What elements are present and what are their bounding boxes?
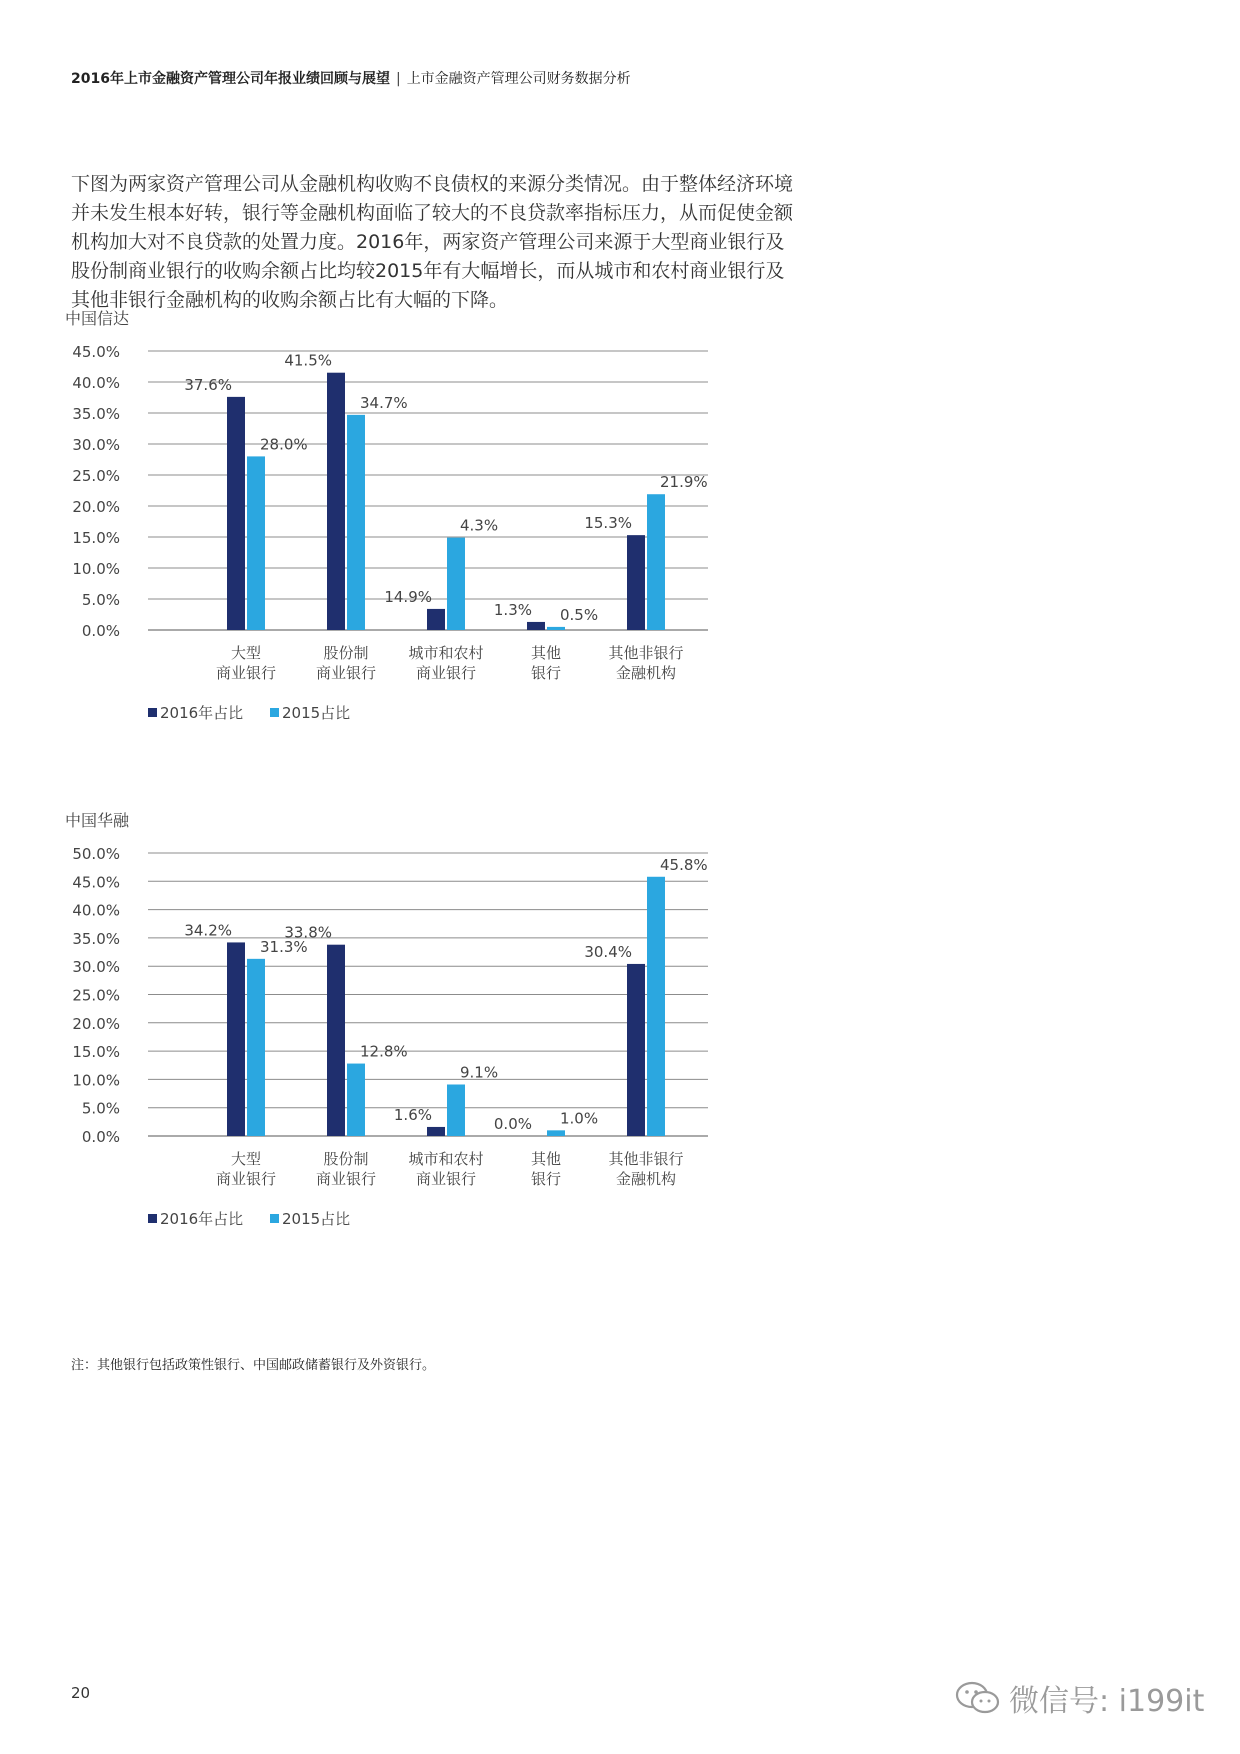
x-tick-label: 其他非银行 — [608, 644, 684, 662]
y-tick-label: 35.0% — [72, 929, 120, 948]
bar — [547, 1130, 565, 1136]
y-tick-label: 5.0% — [81, 591, 120, 609]
data-label: 15.3% — [584, 514, 632, 533]
bar — [227, 397, 245, 630]
data-label: 12.8% — [360, 1042, 408, 1061]
y-tick-label: 25.0% — [72, 986, 120, 1005]
data-label: 1.3% — [493, 600, 532, 619]
legend-label: 2015占比 — [282, 1210, 351, 1228]
footnote: 注：其他银行包括政策性银行、中国邮政储蓄银行及外资银行。 — [71, 1358, 436, 1373]
x-tick-label: 商业银行 — [215, 1170, 277, 1188]
legend-label: 2016年占比 — [160, 704, 244, 722]
legend-swatch — [270, 708, 279, 717]
y-tick-label: 25.0% — [72, 467, 120, 485]
bar — [327, 945, 345, 1136]
data-label: 1.0% — [560, 1109, 599, 1128]
x-tick-label: 其他非银行 — [608, 1150, 684, 1168]
bar — [247, 456, 265, 630]
legend-swatch — [148, 1214, 157, 1223]
data-label: 34.2% — [184, 921, 232, 940]
bar — [547, 627, 565, 630]
y-tick-label: 10.0% — [72, 1071, 120, 1090]
data-label: 21.9% — [660, 473, 708, 492]
bar — [347, 415, 365, 630]
legend-label: 2015占比 — [282, 704, 351, 722]
y-tick-label: 35.0% — [72, 405, 120, 423]
watermark — [955, 1676, 1204, 1720]
x-tick-label: 商业银行 — [315, 1170, 377, 1188]
y-tick-label: 15.0% — [72, 1043, 120, 1062]
y-tick-label: 20.0% — [72, 498, 120, 516]
x-tick-label: 大型 — [230, 1150, 262, 1168]
data-label: 9.1% — [460, 1063, 499, 1082]
chart-cinda-svg — [60, 309, 820, 810]
bar — [627, 535, 645, 630]
bar — [427, 1127, 445, 1136]
y-tick-label: 0.0% — [81, 622, 120, 640]
y-tick-label: 45.0% — [72, 873, 120, 892]
chart-huarong — [60, 811, 820, 1316]
bar — [247, 959, 265, 1136]
x-tick-label: 金融机构 — [615, 1170, 677, 1188]
x-tick-label: 股份制 — [323, 644, 369, 662]
x-tick-label: 金融机构 — [615, 664, 677, 682]
y-tick-label: 30.0% — [72, 436, 120, 454]
legend-swatch — [270, 1214, 279, 1223]
y-tick-label: 50.0% — [72, 845, 120, 863]
x-tick-label: 其他 — [530, 1150, 562, 1168]
bar — [447, 538, 465, 630]
data-label: 0.0% — [493, 1115, 532, 1133]
data-label: 4.3% — [460, 516, 499, 535]
y-tick-label: 45.0% — [72, 343, 120, 361]
chart-cinda — [60, 309, 820, 810]
header-subtitle: 上市金融资产管理公司财务数据分析 — [406, 71, 631, 87]
bar — [347, 1064, 365, 1136]
bar — [427, 609, 445, 630]
wechat-icon — [955, 1681, 1001, 1715]
data-label: 37.6% — [184, 375, 232, 394]
y-tick-label: 30.0% — [72, 958, 120, 977]
data-label: 14.9% — [384, 587, 432, 606]
intro-paragraph: 下图为两家资产管理公司从金融机构收购不良债权的来源分类情况。由于整体经济环境并未发生根本好转，银行等金融机构面临了较大的不良贷款率指标压力，从而促使金额机构加大对不良贷款的处置力度。2016年，两家资产管理公司来源于大型商业银行及股份制商业银行的收购余额占比均较2015年有大幅增长，而从城市和农村商业银行及其他非银行金融机构的收购余额占比有大幅的下降。 — [71, 173, 794, 311]
data-label: 0.5% — [560, 605, 599, 624]
data-label: 45.8% — [660, 855, 708, 874]
x-tick-label: 股份制 — [323, 1150, 369, 1168]
bar — [647, 877, 665, 1136]
y-tick-label: 5.0% — [81, 1099, 120, 1118]
legend-swatch — [148, 708, 157, 717]
legend-label: 2016年占比 — [160, 1210, 244, 1228]
x-tick-label: 商业银行 — [215, 664, 277, 682]
watermark-text: 微信号: i199it — [1009, 1684, 1205, 1719]
data-label: 28.0% — [260, 435, 308, 454]
bar — [647, 494, 665, 630]
y-tick-label: 15.0% — [72, 529, 120, 547]
y-tick-label: 40.0% — [72, 374, 120, 392]
data-label: 1.6% — [393, 1105, 432, 1124]
x-tick-label: 城市和农村 — [408, 1150, 484, 1168]
chart-huarong-svg — [60, 811, 820, 1316]
chart-title: 中国华融 — [65, 811, 130, 830]
data-label: 33.8% — [284, 923, 332, 942]
x-tick-label: 银行 — [530, 1170, 562, 1188]
page-number: 20 — [71, 1684, 91, 1702]
x-tick-label: 商业银行 — [415, 664, 477, 682]
x-tick-label: 银行 — [530, 664, 562, 682]
x-tick-label: 大型 — [230, 644, 262, 662]
x-tick-label: 城市和农村 — [408, 644, 484, 662]
x-tick-label: 商业银行 — [415, 1170, 477, 1188]
chart-title: 中国信达 — [65, 309, 130, 328]
x-tick-label: 商业银行 — [315, 664, 377, 682]
header-separator: | — [395, 71, 401, 87]
data-label: 30.4% — [584, 942, 632, 961]
bar — [447, 1084, 465, 1136]
data-label: 31.3% — [260, 937, 308, 956]
header-title: 2016年上市金融资产管理公司年报业绩回顾与展望 — [71, 71, 390, 87]
y-tick-label: 0.0% — [81, 1128, 120, 1146]
page-header — [71, 68, 631, 88]
y-tick-label: 20.0% — [72, 1014, 120, 1033]
x-tick-label: 其他 — [530, 644, 562, 662]
bar — [327, 373, 345, 630]
bar — [527, 622, 545, 630]
y-tick-label: 40.0% — [72, 901, 120, 920]
data-label: 41.5% — [284, 351, 332, 370]
bar — [627, 964, 645, 1136]
data-label: 34.7% — [360, 393, 408, 412]
y-tick-label: 10.0% — [72, 560, 120, 578]
bar — [227, 942, 245, 1136]
